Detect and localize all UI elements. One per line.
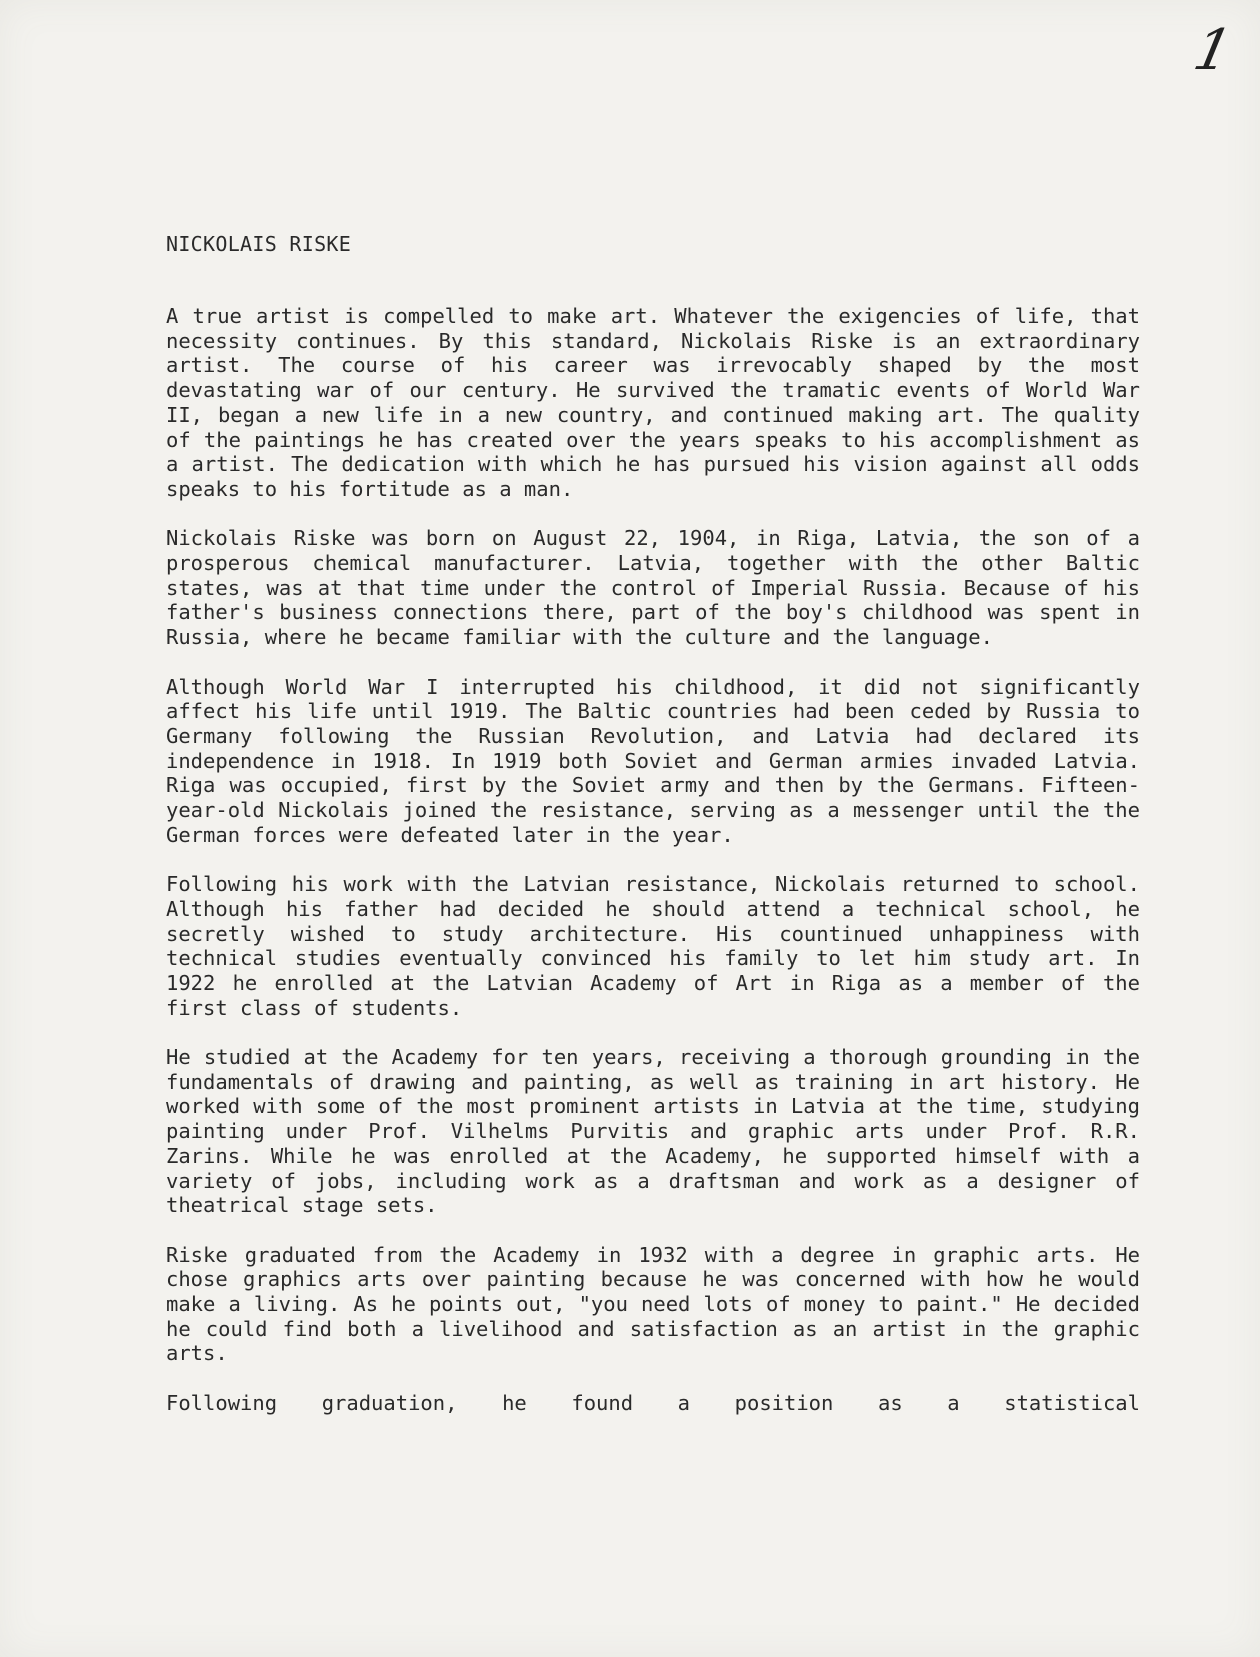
paragraph: Riske graduated from the Academy in 1932 with a degree in graphic arts. He chose graphics arts over painting because he was concerned with how he would make a living. As he points out, "you need lots of money to paint." He decided he could find both a livelihood and satisfaction as an artist in the graphic arts. xyxy=(166,1242,1140,1366)
paragraph: Although World War I interrupted his childhood, it did not significantly affect his life until 1919. The Baltic countries had been ceded by Russia to Germany following the Russian Revolution, and Latvia had declared its independence in 1918. In 1919 both Soviet and German armies invaded Latvia. Riga was occupied, first by the Soviet army and then by the Germans. Fifteen-year-old Nickolais joined the resistance, serving as a messenger until the the German forces were defeated later in the year. xyxy=(166,674,1140,847)
paragraph: Nickolais Riske was born on August 22, 1904, in Riga, Latvia, the son of a prosperous chemical manufacturer. Latvia, together with the other Baltic states, was at that time under the control of Imperial Russia. Because of his father's business connections there, part of the boy's childhood was spent in Russia, where he became familiar with the culture and the language. xyxy=(166,526,1140,650)
document-title: NICKOLAIS RISKE xyxy=(166,232,352,256)
paragraph: He studied at the Academy for ten years, receiving a thorough grounding in the fundamentals of drawing and painting, as well as training in art history. He worked with some of the most prominent artists in Latvia at the time, studying painting under Prof. Vilhelms Purvitis and graphic arts under Prof. R.R. Zarins. While he was enrolled at the Academy, he supported himself with a variety of jobs, including work as a draftsman and work as a designer of theatrical stage sets. xyxy=(166,1045,1140,1218)
document-body xyxy=(166,304,1140,1440)
page-number: 1 xyxy=(1188,18,1238,83)
paragraph: A true artist is compelled to make art. Whatever the exigencies of life, that necessity continues. By this standard, Nickolais Riske is an extraordinary artist. The course of his career was irrevocably shaped by the most devastating war of our century. He survived the tramatic events of World War II, began a new life in a new country, and continued making art. The quality of the paintings he has created over the years speaks to his accomplishment as a artist. The dedication with which he has pursued his vision against all odds speaks to his fortitude as a man. xyxy=(166,304,1140,501)
paragraph: Following his work with the Latvian resistance, Nickolais returned to school. Although his father had decided he should attend a technical school, he secretly wished to study architecture. His countinued unhappiness with technical studies eventually convinced his family to let him study art. In 1922 he enrolled at the Latvian Academy of Art in Riga as a member of the first class of students. xyxy=(166,872,1140,1020)
paragraph-continued: Following graduation, he found a position as a statistical xyxy=(166,1390,1140,1415)
